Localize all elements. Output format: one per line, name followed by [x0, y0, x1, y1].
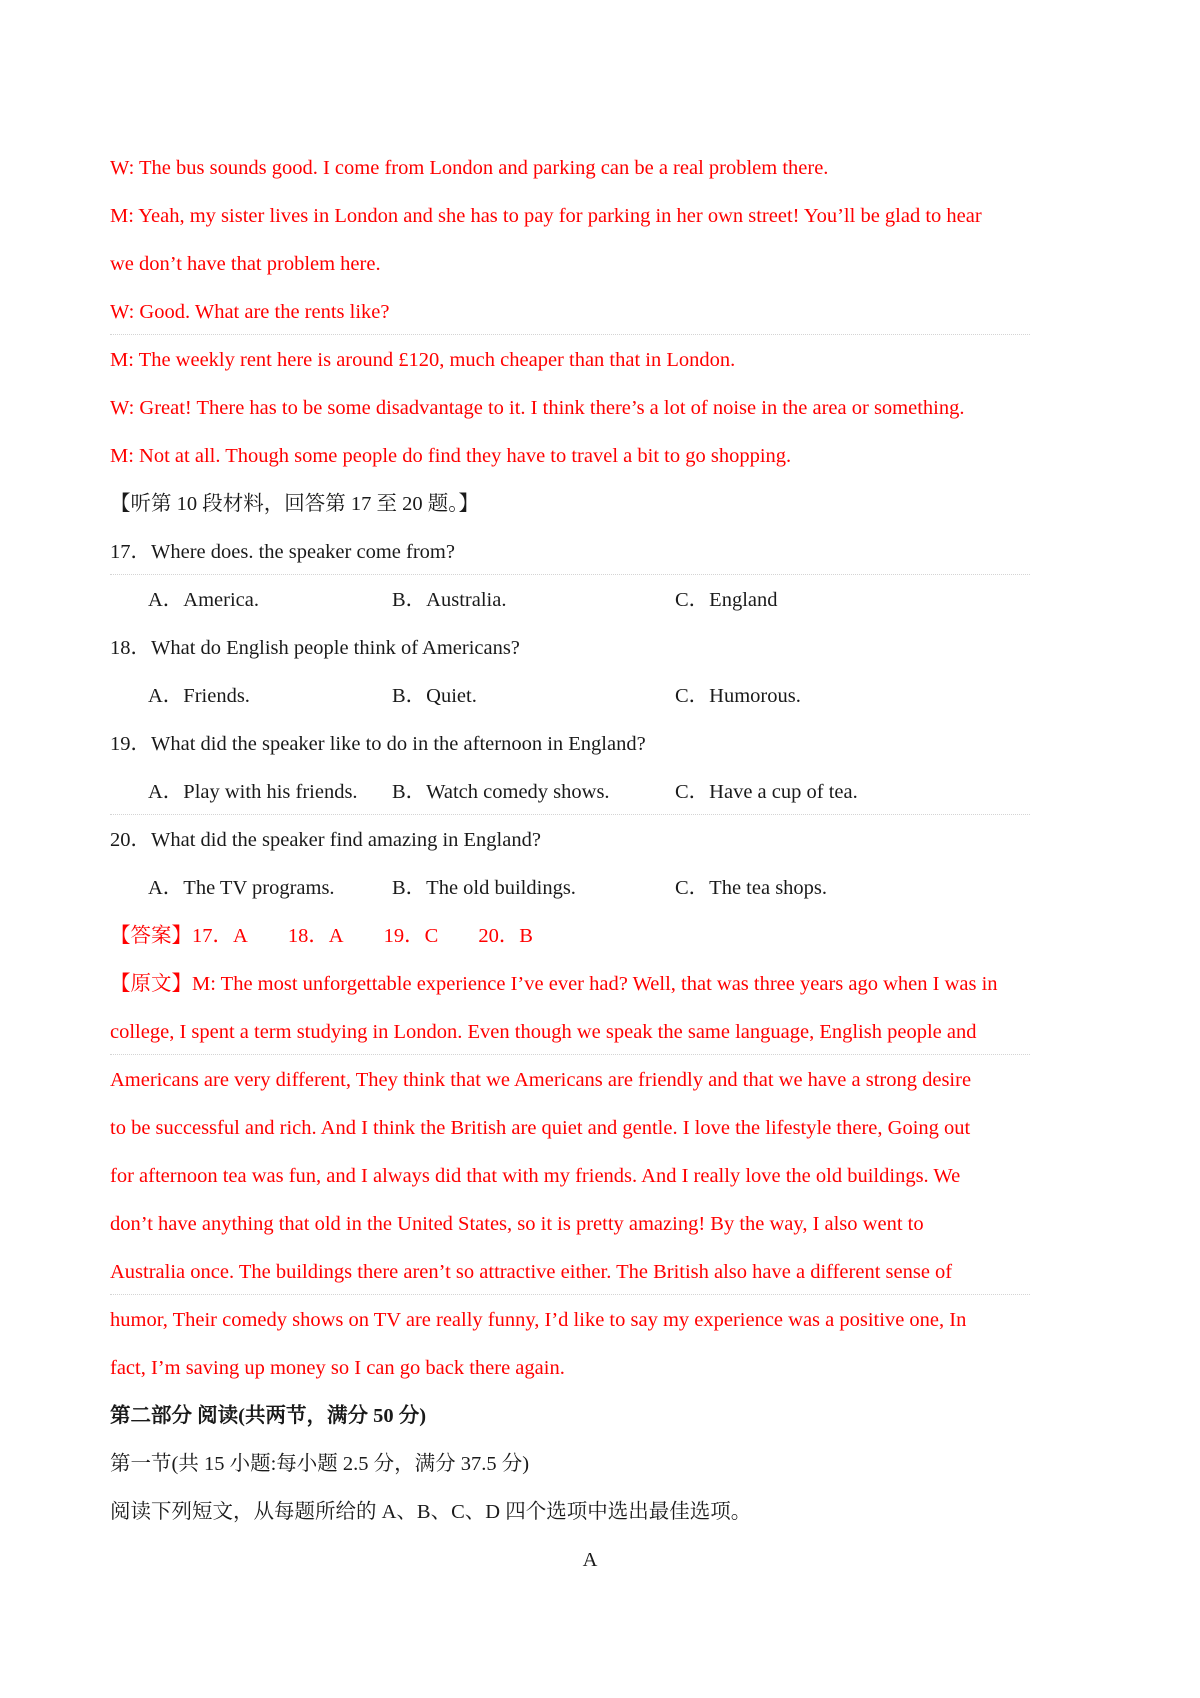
section-instruction: 【听第 10 段材料，回答第 17 至 20 题。】	[110, 493, 479, 515]
passage-letter: A	[582, 1549, 598, 1571]
option-19-c: C．Have a cup of tea.	[675, 781, 858, 803]
dotted-rule	[110, 1294, 1030, 1295]
answer-key	[110, 922, 533, 950]
part-two-instruction: 阅读下列短文，从每题所给的 A、B、C、D 四个选项中选出最佳选项。	[110, 1501, 752, 1523]
question-text: What do English people think of Americans?	[151, 637, 520, 659]
question-19	[110, 730, 646, 758]
dotted-rule	[110, 814, 1030, 815]
dialogue-line: W: The bus sounds good. I come from London and parking can be a real problem there.	[110, 157, 829, 179]
question-number: 20．	[110, 829, 151, 851]
question-20	[110, 826, 541, 854]
transcript-line: to be successful and rich. And I think the British are quiet and gentle. I love the lifestyle there, Going out	[110, 1117, 971, 1139]
question-number: 17．	[110, 541, 151, 563]
dotted-rule	[110, 1054, 1030, 1055]
transcript-text: M: The most unforgettable experience I’ve ever had? Well, that was three years ago when I was in	[192, 973, 998, 995]
dialogue-line: M: The weekly rent here is around £120, much cheaper than that in London.	[110, 349, 736, 371]
option-20-b: B．The old buildings.	[392, 877, 576, 899]
option-18-b: B．Quiet.	[392, 685, 477, 707]
transcript-line: Australia once. The buildings there aren’t so attractive either. The British also have a different sense of	[110, 1261, 953, 1283]
dialogue-line: M: Yeah, my sister lives in London and she has to pay for parking in her own street! You’ll be glad to hear	[110, 205, 982, 227]
dialogue-line: M: Not at all. Though some people do find they have to travel a bit to go shopping.	[110, 445, 792, 467]
question-text: What did the speaker find amazing in England?	[151, 829, 541, 851]
transcript-line: college, I spent a term studying in London. Even though we speak the same language, English people and	[110, 1021, 977, 1043]
transcript-line: fact, I’m saving up money so I can go back there again.	[110, 1357, 565, 1379]
answer-item: 18．A	[287, 925, 344, 947]
question-number: 19．	[110, 733, 151, 755]
transcript-line: Americans are very different, They think that we Americans are friendly and that we have a strong desire	[110, 1069, 972, 1091]
transcript-line	[110, 970, 998, 998]
dotted-rule	[110, 334, 1030, 335]
transcript-line: don’t have anything that old in the United States, so it is pretty amazing! By the way, I also went to	[110, 1213, 924, 1235]
dialogue-line: W: Good. What are the rents like?	[110, 301, 390, 323]
part-two-subsection: 第一节(共 15 小题:每小题 2.5 分，满分 37.5 分)	[110, 1453, 530, 1475]
option-19-b: B．Watch comedy shows.	[392, 781, 610, 803]
transcript-line: humor, Their comedy shows on TV are really funny, I’d like to say my experience was a positive one, In	[110, 1309, 967, 1331]
question-17	[110, 538, 455, 566]
option-19-a: A．Play with his friends.	[148, 781, 358, 803]
answer-item: 20．B	[478, 925, 533, 947]
question-18	[110, 634, 520, 662]
question-number: 18．	[110, 637, 151, 659]
option-20-c: C．The tea shops.	[675, 877, 828, 899]
dotted-rule	[110, 574, 1030, 575]
question-text: What did the speaker like to do in the afternoon in England?	[151, 733, 646, 755]
answer-item: 17．A	[192, 925, 248, 947]
option-17-b: B．Australia.	[392, 589, 507, 611]
option-18-c: C．Humorous.	[675, 685, 801, 707]
transcript-line: for afternoon tea was fun, and I always did that with my friends. And I really love the old buildings. We	[110, 1165, 961, 1187]
option-17-a: A．America.	[148, 589, 259, 611]
answer-item: 19．C	[383, 925, 439, 947]
option-18-a: A．Friends.	[148, 685, 250, 707]
option-20-a: A．The TV programs.	[148, 877, 335, 899]
question-text: Where does. the speaker come from?	[151, 541, 455, 563]
dialogue-line: W: Great! There has to be some disadvantage to it. I think there’s a lot of noise in the area or something.	[110, 397, 965, 419]
answer-label: 【答案】	[110, 925, 192, 947]
part-two-heading: 第二部分 阅读(共两节，满分 50 分)	[110, 1405, 427, 1427]
transcript-label: 【原文】	[110, 973, 192, 995]
option-17-c: C．England	[675, 589, 778, 611]
dialogue-line: we don’t have that problem here.	[110, 253, 381, 275]
